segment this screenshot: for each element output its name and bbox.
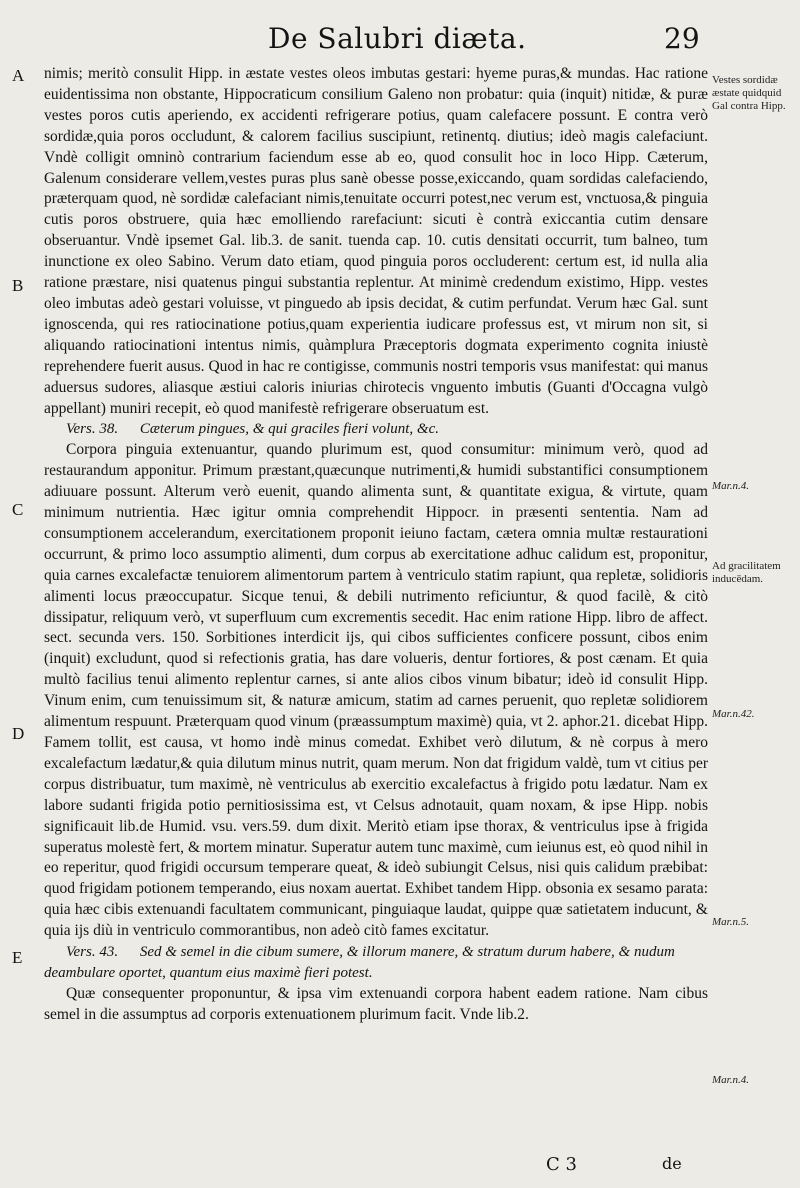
page-header xyxy=(0,22,800,62)
section-letter-b: B xyxy=(12,276,24,295)
paragraph-1: nimis; meritò consulit Hipp. in æstate vestes oleos imbutas gestari: hyeme puras,& mundas. Hac ratione euidentissima non obstante, Hippocraticum consilium Galeno non probatur: quia (inquit) nitidæ, & puræ vestes poros cutis aperiendo, ex accidenti refrigerare potius, quam calefacere possunt. E contra verò sordidæ,quia poros occludunt, & calorem facilius suscipiunt, retinentq. diutius; ideò magis calefaciunt. Vndè colligit omninò contrarium faciendum esse ab eo, quod consulit hoc in loco Hipp. Cæterum, Galenum considerare vellem,vestes puras plus sanè obesse posse,exiccando, quam sordidas calefaciendo, præterquam quod, nè sordidæ calefaciant nimis,tenuitate occurri potest,nec verum est, vnctuosa,& pinguia cutis poros obstruere, quia hæc emolliendo rarefaciunt: sicuti è contrà exiccantia cutim densare obseruantur. Vndè ipsemet Gal. lib.3. de sanit. tuenda cap. 10. cutis densitati occurrit, tum balneo, tum inunctione ex oleo Sabino. Verum dato etiam, quod pinguia poros occluderent: certum est, id nulla alia ratione præstare, nisi quatenus pingui substantia replentur. At minimè credendum existimo, Hipp. vestes oleo imbutas adeò gestari voluisse, vt pinguedo ab ipsis decidat, & cutim perfundat. Verum hæc Gal. sunt ignoscenda, qui res ratiocinatione potius,quam experientia iudicare professus est, vt mirum non sit, si aliquando ratiocinationi intentus nimis, quàmplura Præceptoris dogmata experimento cognita iniustè reprehendere fuerit ausus. Quod in hac re contigisse, communis nostri temporis vsus manifestat: qui manus aduersus sudores, aliasque æstiui caloris iniurias chirotecis vnguento imbutis (Guanti d'Occagna vulgò appellant) muniri recepit, eò quod manifestè refrigerare obseruatum est. xyxy=(44,65,708,417)
verse-number: Vers. 38. xyxy=(66,421,119,438)
section-letter-a: A xyxy=(12,66,25,85)
paragraph-3: Quæ consequenter proponuntur, & ipsa vim extenuandi corpora habent eadem ratione. Nam cibus semel in die assumptus ad corporis extenuationem plurimum facit. Vnde lib.2. xyxy=(44,984,708,1023)
verse-number: Vers. 43. xyxy=(66,944,119,961)
verse-text: Cæterum pingues, & qui graciles fieri volunt, &c. xyxy=(139,421,439,438)
margin-note-gracilitatem: Ad gracilitatem inducēdam. xyxy=(712,560,781,585)
section-letter-d: D xyxy=(12,724,25,743)
verse-text: Sed & semel in die cibum sumere, & illorum manere, & stratum durum habere, & nudum deambulare oportet, quantum eius maximè fieri potest. xyxy=(44,944,675,981)
page-number: 29 xyxy=(664,22,700,55)
page-footer xyxy=(0,1154,800,1184)
catchword: de xyxy=(662,1154,682,1173)
section-letter-e: E xyxy=(12,948,23,967)
section-letter-c: C xyxy=(12,500,24,519)
margin-note-ref: Mar.n.42. xyxy=(712,708,755,720)
margin-note-ref: Mar.n.4. xyxy=(712,1074,749,1086)
margin-note-ref: Mar.n.5. xyxy=(712,916,749,928)
signature-mark: C 3 xyxy=(546,1154,577,1175)
margin-note-vestes: Vestes sordidæ æstate quidquid Gal contra Hipp. xyxy=(712,74,786,112)
verse-heading-43 xyxy=(44,942,708,984)
paragraph-2: Corpora pinguia extenuantur, quando plurimum est, quod consumitur: minimum verò, quod ad restaurandum apponitur. Primum præstant,quæcunque nutrimenti,& humidi substantifici consumptionem adiuuare possunt. Alterum verò euenit, quando alimenta sunt, & quantitate exigua, & virtute, quam minimum nutrientia. Hæc igitur omnia comprehendit Hippocr. in præsenti sententia. Nam ad consumptionem accelerandum, exercitationem proponit ieiuno factam, cætera omnia multæ restaurationi occurrunt, & primo loco assumptio alimenti, dum corpus ab exercitatione adhuc calidum est, proponitur, quia carnes excalefactæ tenuiorem alimentorum partem à ventriculo statim rapiunt, qua repletæ, solidioris alimenti locus præoccupatur. Sicque tenui, & debili nutrimento reficiuntur, & quod facilè, & citò dissipatur, reliquum verò, vt superfluum cum excrementis secedit. Hac enim ratione Hipp. libro de affect. sect. secunda vers. 150. Sorbitiones interdicit ijs, qui cibos sufficientes conficere possunt, cibos enim (inquit) excludunt, quod si refectionis gratia, has dare volueris, dentur fortiores, & post cænam. Et quia multò facilius tenui alimento replentur carnes, si ante alios cibos vinum bibatur; ideò id consulit Hipp. Vinum enim, cum tenuissimum sit, & naturæ amicum, statim ad carnes peruenit, quo repletæ solidiorem alimentum respuunt. Præterquam quod vinum (præassumptum maximè) quia, vt 2. aphor.21. dicebat Hipp. Famem tollit, est causa, vt homo indè minus comedat. Exhibet verò dilutum, & nè corpus à mero excalefactum lædatur,& quia dilutum minus nutrit, quam merum. Non dat frigidum valdè, tum vt citius per corpus distribuatur, tum maximè, nè ventriculus ab exercitio excalefactus à frigido potu lædatur. Nam ex labore sudanti frigida potio pernitiosissima est, vt Celsus adnotauit, quam noxam, & ipse Hipp. nobis significauit lib.de Humid. vsu. vers.59. dum dixit. Meritò etiam ipse thorax, & ventriculus ipse à frigida superatus molestè fert, & mortem minatur. Superatur autem tunc maximè, cum ieiunus est, eò quod nihil in eo reperitur, quod frigidi occursum temperare queat, & ideò subiungit Celsus, nisi quis calidum præbibat: quod frigidam potionem temperando, eius noxam auertat. Exhibet tandem Hipp. obsonia ex sesamo parata: quia hæc cibis extenuandi facultatem communicant, pinguiaque laudat, quippe quæ satietatem inducunt, & quia ijs diù in ventriculo commorantibus, non adeò citò fames excitatur. xyxy=(44,441,708,940)
running-title: De Salubri diæta. xyxy=(268,22,527,55)
verse-heading-38 xyxy=(44,419,708,440)
main-text xyxy=(44,64,708,1026)
margin-note-ref: Mar.n.4. xyxy=(712,480,749,492)
